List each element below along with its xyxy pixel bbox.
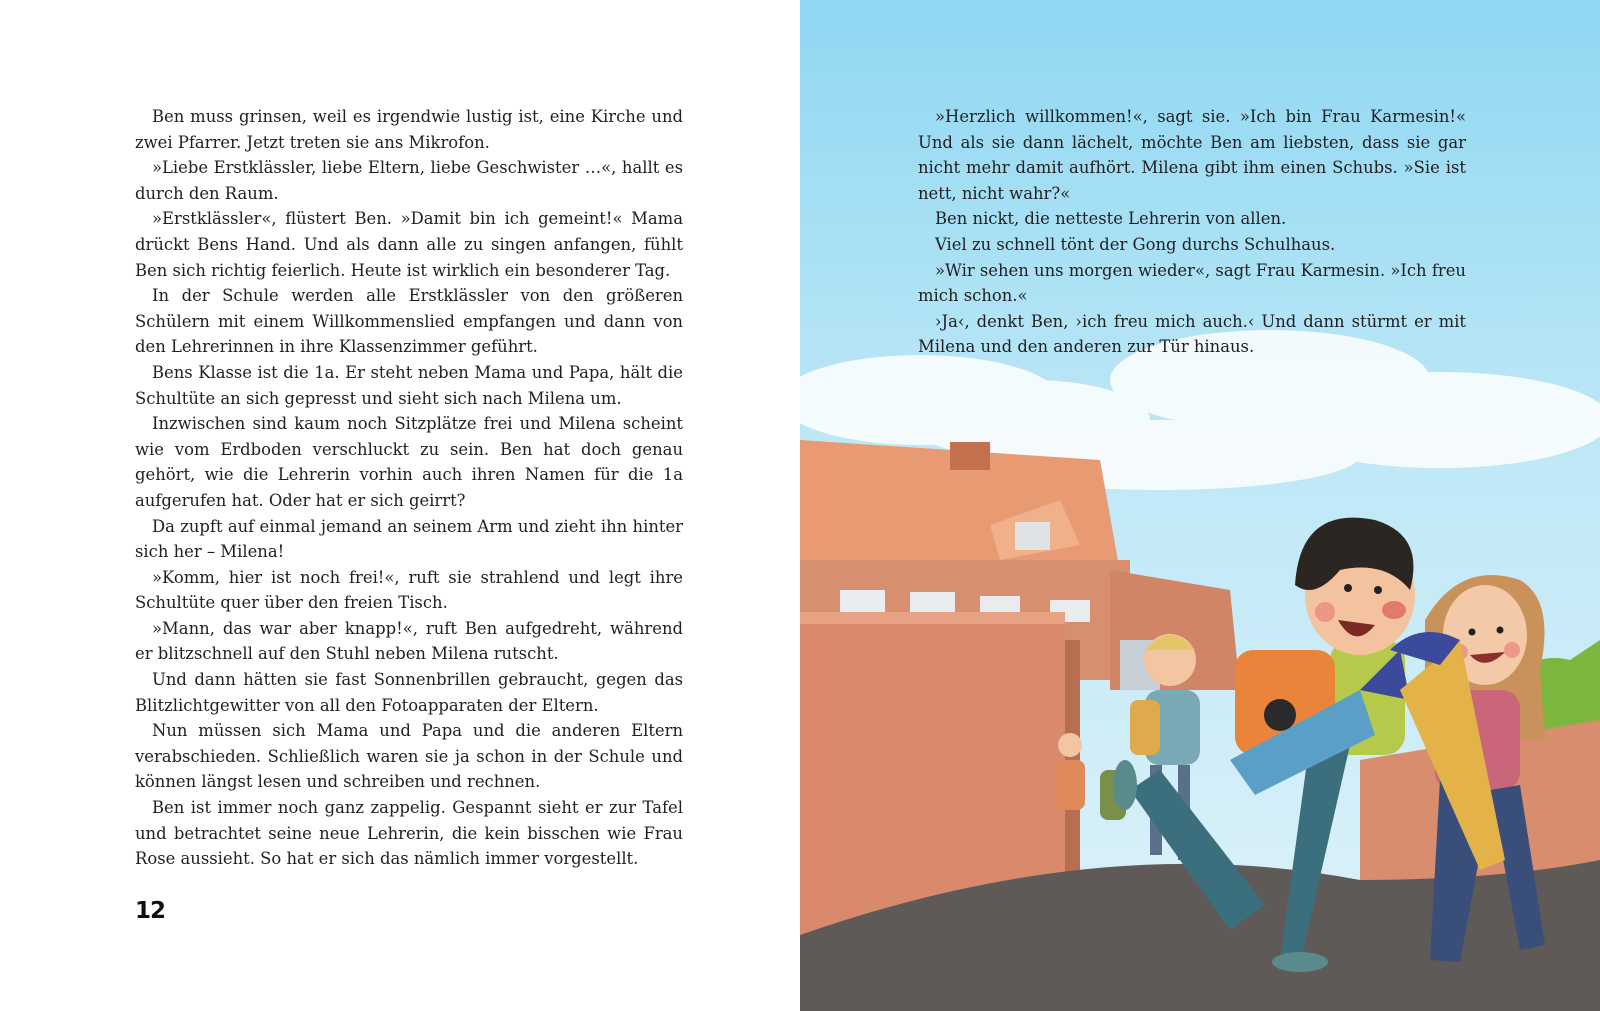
- page-number: 12: [135, 898, 166, 924]
- right-page-text: [918, 104, 1466, 360]
- paragraph: In der Schule werden alle Erstklässler von den größeren Schülern mit einem Willkommenslied empfangen und dann von den Lehrerinnen in ihre Klassenzimmer geführt.: [135, 286, 683, 357]
- paragraph: Ben ist immer noch ganz zappelig. Gespannt sieht er zur Tafel und betrachtet seine neue Lehrerin, die kein bisschen wie Frau Rose aussieht. So hat er sich das nämlich immer vorgestellt.: [135, 798, 683, 869]
- left-page-text: [135, 104, 683, 872]
- paragraph: Nun müssen sich Mama und Papa und die anderen Eltern verabschieden. Schließlich waren sie ja schon in der Schule und können längst lesen und schreiben und rechnen.: [135, 721, 683, 792]
- paragraph: »Mann, das war aber knapp!«, ruft Ben aufgedreht, während er blitzschnell auf den Stuhl neben Milena rutscht.: [135, 618, 683, 664]
- paragraph: »Erstklässler«, flüstert Ben. »Damit bin ich gemeint!« Mama drückt Bens Hand. Und als dann alle zu singen anfangen, fühlt Ben sich richtig feierlich. Heute ist wirklich ein besonderer Tag.: [135, 209, 683, 280]
- paragraph: Bens Klasse ist die 1a. Er steht neben Mama und Papa, hält die Schultüte an sich gepresst und sieht sich nach Milena um.: [135, 362, 683, 408]
- paragraph: Ben nickt, die netteste Lehrerin von allen.: [935, 209, 1287, 229]
- paragraph: Da zupft auf einmal jemand an seinem Arm und zieht ihn hinter sich her – Milena!: [135, 516, 683, 562]
- paragraph: Viel zu schnell tönt der Gong durchs Schulhaus.: [935, 234, 1336, 254]
- paragraph: »Wir sehen uns morgen wieder«, sagt Frau Karmesin. »Ich freu mich schon.«: [918, 260, 1466, 306]
- right-page: [800, 0, 1600, 1011]
- paragraph: »Komm, hier ist noch frei!«, ruft sie strahlend und legt ihre Schultüte quer über den freien Tisch.: [135, 567, 683, 613]
- paragraph: »Herzlich willkommen!«, sagt sie. »Ich bin Frau Karmesin!« Und als sie dann lächelt, möchte Ben am liebsten, dass sie gar nicht mehr damit aufhört. Milena gibt ihm einen Schubs. »Sie ist nett, nicht wahr?«: [918, 107, 1466, 203]
- paragraph: Und dann hätten sie fast Sonnenbrillen gebraucht, gegen das Blitzlichtgewitter von all den Fotoapparaten der Eltern.: [135, 670, 683, 715]
- paragraph: Ben muss grinsen, weil es irgendwie lustig ist, eine Kirche und zwei Pfarrer. Jetzt treten sie ans Mikrofon.: [135, 107, 683, 152]
- paragraph: ›Ja‹, denkt Ben, ›ich freu mich auch.‹ Und dann stürmt er mit Milena und den anderen zur Tür hinaus.: [918, 311, 1466, 357]
- paragraph: »Liebe Erstklässler, liebe Eltern, liebe Geschwister …«, hallt es durch den Raum.: [135, 158, 683, 203]
- paragraph: Inzwischen sind kaum noch Sitzplätze frei und Milena scheint wie vom Erdboden verschluckt zu sein. Ben hat doch genau gehört, wie die Lehrerin vorhin auch ihren Namen für die 1a aufgerufen hat. Oder hat er sich geirrt?: [135, 414, 683, 510]
